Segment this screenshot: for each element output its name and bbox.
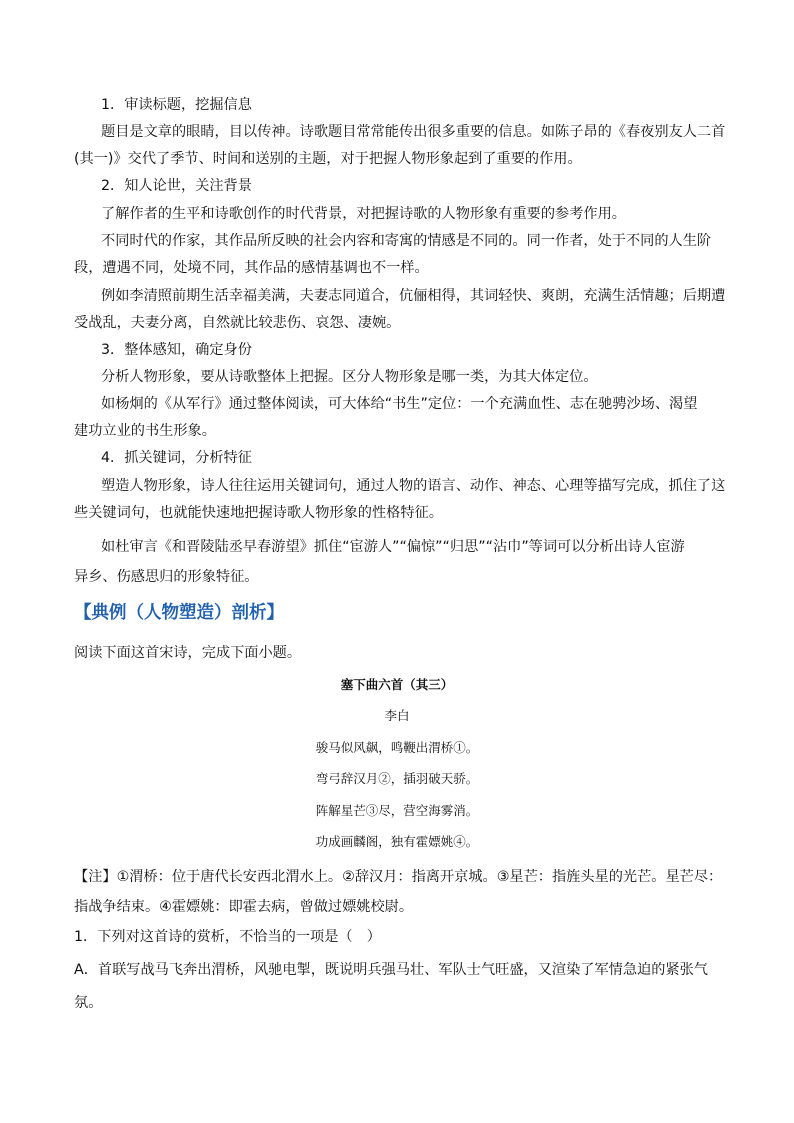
method-1-paragraph-line: (其一)》交代了季节、时间和送别的主题，对于把握人物形象起到了重要的作用。 bbox=[74, 151, 582, 167]
method-3-paragraph-line: 如杨炯的《从军行》通过整体阅读，可大体给“书生”定位：一个充满血性、志在驰骋沙场、渴望 bbox=[101, 396, 698, 412]
method-4-paragraph-line: 异乡、伤感思归的形象特征。 bbox=[74, 569, 259, 585]
method-2-paragraph-line: 段，遭遇不同，处境不同，其作品的感情基调也不一样。 bbox=[74, 260, 429, 276]
poem-line: 弯弓辞汉月②，插羽破天骄。 bbox=[315, 771, 479, 786]
poem-note-line: 【注】①渭桥：位于唐代长安西北渭水上。②辞汉月：指离开京城。③星芒：指旌头星的光芒。星芒尽： bbox=[74, 869, 723, 885]
method-3-heading: 3．整体感知，确定身份 bbox=[101, 342, 252, 358]
method-3-paragraph-line: 分析人物形象，要从诗歌整体上把握。区分人物形象是哪一类，为其大体定位。 bbox=[101, 369, 598, 385]
method-2-paragraph-line: 不同时代的作家，其作品所反映的社会内容和寄寓的情感是不同的。同一作者，处于不同的人生阶 bbox=[101, 233, 712, 249]
method-2-paragraph-line: 例如李清照前期生活幸福美满，夫妻志同道合，伉俪相得，其词轻快、爽朗，充满生活情趣；后期遭 bbox=[101, 288, 726, 304]
method-1-paragraph-line: 题目是文章的眼睛，目以传神。诗歌题目常常能传出很多重要的信息。如陈子昂的《春夜别友人二首 bbox=[101, 124, 726, 140]
method-2-paragraph-line: 了解作者的生平和诗歌创作的时代背景，对把握诗歌的人物形象有重要的参考作用。 bbox=[101, 206, 626, 222]
method-4-paragraph-line: 些关键词句，也就能快速地把握诗歌人物形象的性格特征。 bbox=[74, 505, 443, 521]
option-a-line: A．首联写战马飞奔出渭桥，风驰电掣，既说明兵强马壮、军队士气旺盛，又渲染了军情急迫的紧张气 bbox=[74, 962, 708, 978]
poem-line: 骏马似风飙，鸣鞭出渭桥①。 bbox=[315, 740, 479, 755]
method-4-heading: 4．抓关键词，分析特征 bbox=[101, 450, 252, 466]
instruction-text: 阅读下面这首宋诗，完成下面小题。 bbox=[74, 645, 302, 661]
method-1-heading: 1．审读标题，挖掘信息 bbox=[101, 97, 252, 113]
section-title: 【典例（人物塑造）剖析】 bbox=[74, 603, 284, 623]
method-4-paragraph-line: 塑造人物形象，诗人往往运用关键词句，通过人物的语言、动作、神态、心理等描写完成，抓住了这 bbox=[101, 478, 726, 494]
method-2-paragraph-line: 受战乱，夫妻分离，自然就比较悲伤、哀怨、凄婉。 bbox=[74, 315, 401, 331]
poem-line: 功成画麟阁，独有霍嫖姚④。 bbox=[315, 834, 479, 849]
question-text: 1．下列对这首诗的赏析，不恰当的一项是（ ） bbox=[74, 929, 381, 945]
poem-line: 阵解星芒③尽，营空海雾消。 bbox=[315, 803, 479, 818]
method-4-paragraph-line: 如杜审言《和晋陵陆丞早春游望》抓住“宦游人”“偏惊”“归思”“沾巾”等词可以分析出诗人宦游 bbox=[101, 539, 685, 555]
method-3-paragraph-line: 建功立业的书生形象。 bbox=[74, 423, 216, 439]
poem-title: 塞下曲六首（其三） bbox=[340, 677, 454, 692]
method-2-heading: 2．知人论世，关注背景 bbox=[101, 178, 252, 194]
poem-author: 李白 bbox=[384, 708, 410, 723]
poem-note-line: 指战争结束。④霍嫖姚：即霍去病，曾做过嫖姚校尉。 bbox=[74, 899, 414, 915]
option-a-line: 氛。 bbox=[74, 995, 103, 1011]
